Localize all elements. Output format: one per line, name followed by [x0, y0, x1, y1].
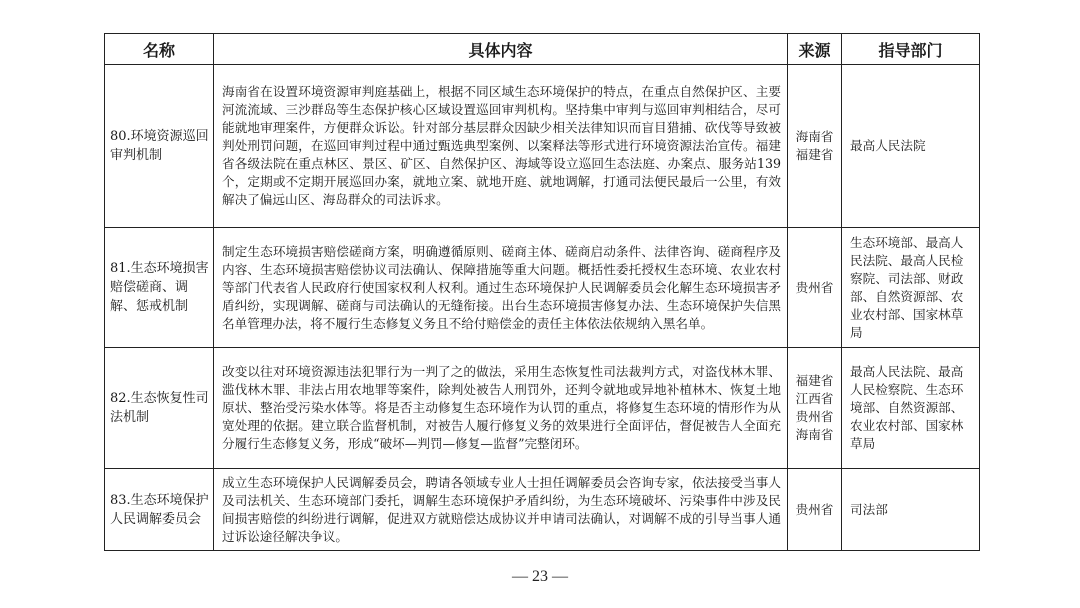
row-source: 贵州省 — [788, 228, 842, 348]
header-name: 名称 — [105, 34, 214, 65]
row-content: 制定生态环境损害赔偿磋商方案，明确遵循原则、磋商主体、磋商启动条件、法律咨询、磋商程序及内容、生态环境损害赔偿协议司法确认、保障措施等重大问题。概括性委托授权生态环境、农业农村等部门代表省人民政府行使国家权利人权利。通过生态环境保护人民调解委员会化解生态环境损害矛盾纠纷，实现调解、磋商与司法确认的无缝衔接。出台生态环境损害修复办法、生态环境保护失信黑名单管理办法，将不履行生态修复义务且不给付赔偿金的责任主体依法依规纳入黑名单。 — [214, 228, 788, 348]
table-row — [105, 348, 980, 469]
row-source: 福建省江西省贵州省海南省 — [788, 348, 842, 469]
table-row — [105, 228, 980, 348]
row-content: 改变以往对环境资源违法犯罪行为一判了之的做法，采用生态恢复性司法裁判方式，对盗伐林木罪、滥伐林木罪、非法占用农地罪等案件，除判处被告人刑罚外，还判令就地或异地补植林木、恢复土地原状、整治受污染水体等。将是否主动修复生态环境作为认罚的重点，将修复生态环境的情形作为从宽处理的依据。建立联合监督机制，对被告人履行修复义务的效果进行全面评估，督促被告人全面充分履行生态修复义务，形成“破坏—判罚—修复—监督”完整闭环。 — [214, 348, 788, 469]
row-department: 最高人民法院 — [842, 65, 980, 228]
row-department: 生态环境部、最高人民法院、最高人民检察院、司法部、财政部、自然资源部、农业农村部、国家林草局 — [842, 228, 980, 348]
row-name: 80.环境资源巡回审判机制 — [105, 65, 214, 228]
table-row — [105, 65, 980, 228]
header-content: 具体内容 — [214, 34, 788, 65]
row-name: 82.生态恢复性司法机制 — [105, 348, 214, 469]
table-row — [105, 469, 980, 551]
table-header-row — [105, 34, 980, 65]
measures-table — [104, 33, 980, 551]
row-source: 海南省福建省 — [788, 65, 842, 228]
row-content: 成立生态环境保护人民调解委员会，聘请各领域专业人士担任调解委员会咨询专家，依法接受当事人及司法机关、生态环境部门委托，调解生态环境保护矛盾纠纷，为生态环境破坏、污染事件中涉及民间损害赔偿的纠纷进行调解，促进双方就赔偿达成协议并申请司法确认，对调解不成的引导当事人通过诉讼途径解决争议。 — [214, 469, 788, 551]
row-department: 最高人民法院、最高人民检察院、生态环境部、自然资源部、农业农村部、国家林草局 — [842, 348, 980, 469]
page-number: — 23 — — [512, 568, 568, 585]
row-source: 贵州省 — [788, 469, 842, 551]
row-department: 司法部 — [842, 469, 980, 551]
row-name: 83.生态环境保护人民调解委员会 — [105, 469, 214, 551]
header-department: 指导部门 — [842, 34, 980, 65]
row-content: 海南省在设置环境资源审判庭基础上，根据不同区域生态环境保护的特点，在重点自然保护区、主要河流流域、三沙群岛等生态保护核心区域设置巡回审判机构。坚持集中审判与巡回审判相结合，尽可能就地审理案件，方便群众诉讼。针对部分基层群众因缺少相关法律知识而盲目猎捕、砍伐等导致被判处刑罚问题，在巡回审判过程中通过甄选典型案例、以案释法等形式进行环境资源法治宣传。福建省各级法院在重点林区、景区、矿区、自然保护区、海域等设立巡回生态法庭、办案点、服务站139个，定期或不定期开展巡回办案，就地立案、就地开庭、就地调解，打通司法便民最后一公里，有效解决了偏远山区、海岛群众的司法诉求。 — [214, 65, 788, 228]
header-source: 来源 — [788, 34, 842, 65]
row-name: 81.生态环境损害赔偿磋商、调解、惩戒机制 — [105, 228, 214, 348]
